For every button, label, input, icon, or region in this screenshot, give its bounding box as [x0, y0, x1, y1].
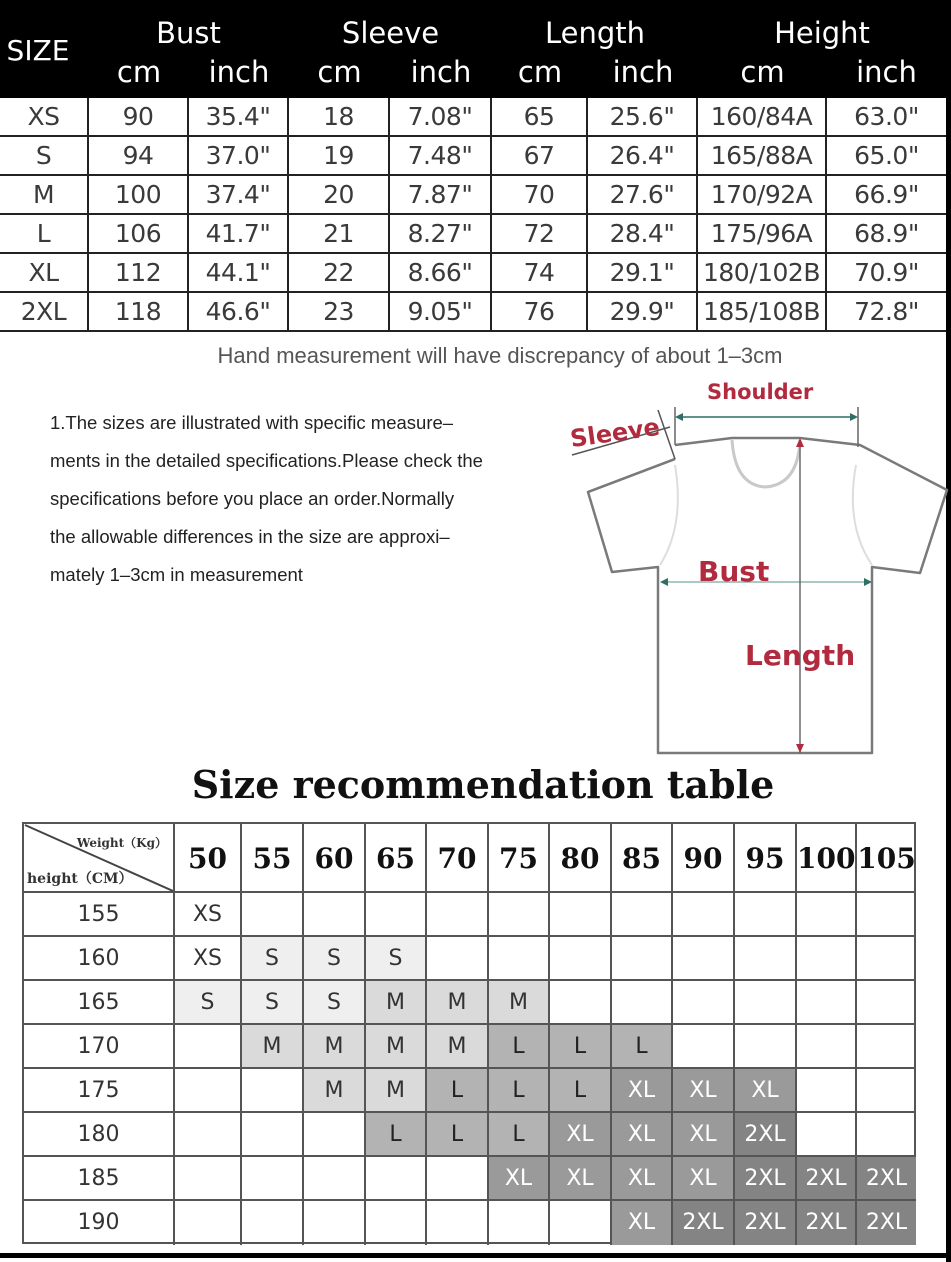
spec-value-cell: 175/96A: [698, 215, 827, 252]
empty-cell: [427, 893, 489, 937]
size-recommendation-cell: M: [489, 981, 550, 1025]
size-recommendation-cell: XL: [612, 1069, 673, 1113]
empty-cell: [857, 1069, 916, 1113]
height-row-header: 180: [24, 1113, 175, 1157]
empty-cell: [797, 1025, 857, 1069]
empty-cell: [550, 893, 612, 937]
spec-value-cell: 46.6": [189, 293, 289, 330]
size-recommendation-cell: XL: [735, 1069, 797, 1113]
size-recommendation-cell: L: [550, 1069, 612, 1113]
weight-axis-label: Weight（Kg）: [76, 836, 167, 850]
sleeve-cm-header: cm: [317, 55, 362, 89]
weight-header-cell: 70: [427, 824, 489, 893]
recommendation-title: Size recommendation table: [191, 762, 775, 807]
empty-cell: [489, 893, 550, 937]
size-recommendation-cell: 2XL: [857, 1201, 916, 1245]
size-recommendation-cell: 2XL: [735, 1113, 797, 1157]
spec-value-cell: 18: [289, 98, 390, 135]
spec-value-cell: 106: [89, 215, 189, 252]
empty-cell: [735, 893, 797, 937]
spec-value-cell: 7.08": [390, 98, 492, 135]
spec-value-cell: 90: [89, 98, 189, 135]
size-recommendation-table: [22, 822, 916, 1244]
size-recommendation-cell: 2XL: [735, 1157, 797, 1201]
empty-cell: [673, 893, 735, 937]
height-row-header: 165: [24, 981, 175, 1025]
size-recommendation-cell: S: [242, 937, 304, 981]
spec-value-cell: 63.0": [854, 102, 919, 131]
size-recommendation-cell: XL: [612, 1157, 673, 1201]
empty-cell: [550, 981, 612, 1025]
empty-cell: [489, 1201, 550, 1245]
height-axis-label: height（CM）: [27, 871, 133, 887]
spec-value-cell: 66.9": [854, 180, 919, 209]
empty-cell: [797, 893, 857, 937]
empty-cell: [612, 937, 673, 981]
shoulder-label: Shoulder: [707, 380, 814, 404]
spec-value-cell: 70.9": [854, 258, 919, 287]
size-recommendation-cell: XL: [550, 1113, 612, 1157]
spec-row: [0, 176, 946, 215]
spec-value-cell: 76: [492, 293, 588, 330]
bust-label: Bust: [698, 555, 770, 588]
size-recommendation-cell: M: [366, 1025, 427, 1069]
weight-header-cell: 105: [857, 824, 916, 893]
size-recommendation-cell: S: [175, 981, 242, 1025]
size-recommendation-cell: XS: [175, 893, 242, 937]
height-header: Height: [774, 16, 870, 50]
spec-value-cell: 70: [492, 176, 588, 213]
empty-cell: [304, 893, 366, 937]
empty-cell: [612, 893, 673, 937]
spec-value-cell: 25.6": [588, 98, 698, 135]
empty-cell: [304, 1201, 366, 1245]
empty-cell: [673, 1025, 735, 1069]
empty-cell: [175, 1157, 242, 1201]
spec-value-cell: 180/102B: [698, 254, 827, 291]
size-recommendation-cell: 2XL: [673, 1201, 735, 1245]
size-recommendation-cell: S: [304, 981, 366, 1025]
weight-header-cell: 80: [550, 824, 612, 893]
size-recommendation-cell: M: [242, 1025, 304, 1069]
spec-value-cell: 20: [289, 176, 390, 213]
weight-header-cell: 75: [489, 824, 550, 893]
empty-cell: [857, 893, 916, 937]
size-recommendation-cell: M: [427, 981, 489, 1025]
weight-header-cell: 95: [735, 824, 797, 893]
empty-cell: [550, 1201, 612, 1245]
empty-cell: [857, 981, 916, 1025]
size-recommendation-cell: L: [489, 1025, 550, 1069]
empty-cell: [857, 1025, 916, 1069]
empty-cell: [797, 1113, 857, 1157]
spec-value-cell: 28.4": [588, 215, 698, 252]
height-row-header: 185: [24, 1157, 175, 1201]
corner-header-cell: [24, 824, 175, 893]
spec-value-cell: 100: [89, 176, 189, 213]
size-recommendation-cell: M: [366, 981, 427, 1025]
size-recommendation-cell: M: [427, 1025, 489, 1069]
size-description: [50, 404, 570, 594]
length-label: Length: [745, 639, 856, 672]
empty-cell: [797, 981, 857, 1025]
empty-cell: [175, 1069, 242, 1113]
bust-header: Bust: [156, 16, 221, 50]
size-cell: S: [0, 137, 89, 174]
empty-cell: [175, 1113, 242, 1157]
spec-value-cell: 44.1": [189, 254, 289, 291]
empty-cell: [427, 1201, 489, 1245]
spec-value-cell: 185/108B: [698, 293, 827, 330]
empty-cell: [673, 981, 735, 1025]
length-cm-header: cm: [517, 55, 563, 89]
size-cell: XS: [0, 98, 89, 135]
weight-header-cell: 55: [242, 824, 304, 893]
size-recommendation-cell: M: [366, 1069, 427, 1113]
size-cell: XL: [0, 254, 89, 291]
size-recommendation-cell: S: [304, 937, 366, 981]
description-line: the allowable differences in the size are approxi–: [50, 526, 450, 547]
spec-value-cell: 19: [289, 137, 390, 174]
empty-cell: [242, 1201, 304, 1245]
spec-value-cell: 29.9": [588, 293, 698, 330]
size-spec-header: [0, 0, 946, 98]
empty-cell: [612, 981, 673, 1025]
empty-cell: [857, 937, 916, 981]
size-recommendation-cell: L: [612, 1025, 673, 1069]
weight-header-cell: 100: [797, 824, 857, 893]
size-recommendation-cell: L: [550, 1025, 612, 1069]
spec-value-cell: 9.05": [390, 293, 492, 330]
size-recommendation-cell: XL: [612, 1113, 673, 1157]
spec-value-cell: 7.48": [390, 137, 492, 174]
size-cell: M: [0, 176, 89, 213]
spec-row: [0, 137, 946, 176]
description-line: ments in the detailed specifications.Please check the: [50, 450, 483, 471]
spec-row: [0, 98, 946, 137]
weight-header-cell: 50: [175, 824, 242, 893]
empty-cell: [366, 1157, 427, 1201]
spec-value-cell: 118: [89, 293, 189, 330]
empty-cell: [175, 1025, 242, 1069]
size-recommendation-cell: 2XL: [857, 1157, 916, 1201]
size-recommendation-cell: XL: [550, 1157, 612, 1201]
tshirt-measurement-diagram: [560, 375, 951, 765]
empty-cell: [304, 1157, 366, 1201]
size-header: SIZE: [6, 34, 70, 67]
empty-cell: [304, 1113, 366, 1157]
bust-cm-header: cm: [116, 55, 162, 89]
description-line: 1.The sizes are illustrated with specific measure–: [50, 412, 454, 433]
empty-cell: [366, 1201, 427, 1245]
spec-value-cell: 37.0": [189, 137, 289, 174]
empty-cell: [242, 1113, 304, 1157]
bust-inch-header: inch: [208, 55, 270, 89]
empty-cell: [673, 937, 735, 981]
empty-cell: [242, 1069, 304, 1113]
empty-cell: [427, 1157, 489, 1201]
empty-cell: [366, 893, 427, 937]
spec-value-cell: 65.0": [854, 141, 919, 170]
size-recommendation-cell: 2XL: [797, 1201, 857, 1245]
size-recommendation-cell: XL: [673, 1069, 735, 1113]
spec-value-cell: 27.6": [588, 176, 698, 213]
spec-row: [0, 215, 946, 254]
empty-cell: [242, 1157, 304, 1201]
spec-value-cell: 29.1": [588, 254, 698, 291]
spec-value-cell: 112: [89, 254, 189, 291]
spec-row: [0, 254, 946, 293]
empty-cell: [735, 937, 797, 981]
spec-value-cell: 68.9": [854, 219, 919, 248]
spec-value-cell: 160/84A: [698, 98, 827, 135]
weight-header-cell: 65: [366, 824, 427, 893]
spec-value-cell: 165/88A: [698, 137, 827, 174]
empty-cell: [797, 937, 857, 981]
description-line: specifications before you place an order.Normally: [50, 488, 455, 509]
spec-value-cell: 72: [492, 215, 588, 252]
size-cell: 2XL: [0, 293, 89, 330]
spec-value-cell: 74: [492, 254, 588, 291]
spec-value-cell: 8.66": [390, 254, 492, 291]
size-recommendation-cell: XL: [612, 1201, 673, 1245]
spec-value-cell: 41.7": [189, 215, 289, 252]
spec-value-cell: 37.4": [189, 176, 289, 213]
spec-value-cell: 170/92A: [698, 176, 827, 213]
empty-cell: [242, 893, 304, 937]
empty-cell: [857, 1113, 916, 1157]
size-recommendation-cell: L: [427, 1113, 489, 1157]
size-recommendation-cell: S: [366, 937, 427, 981]
length-header: Length: [544, 16, 646, 50]
spec-value-cell: 67: [492, 137, 588, 174]
size-recommendation-cell: 2XL: [735, 1201, 797, 1245]
height-row-header: 170: [24, 1025, 175, 1069]
size-recommendation-cell: XL: [673, 1157, 735, 1201]
size-recommendation-cell: XL: [673, 1113, 735, 1157]
spec-value-cell: 72.8": [854, 297, 919, 326]
description-line: mately 1–3cm in measurement: [50, 564, 303, 585]
weight-header-cell: 85: [612, 824, 673, 893]
spec-value-cell: 65: [492, 98, 588, 135]
sleeve-inch-header: inch: [410, 55, 472, 89]
spec-value-cell: 7.87": [390, 176, 492, 213]
empty-cell: [427, 937, 489, 981]
height-inch-header: inch: [856, 55, 917, 89]
height-row-header: 190: [24, 1201, 175, 1245]
size-recommendation-cell: L: [489, 1069, 550, 1113]
size-recommendation-cell: XL: [489, 1157, 550, 1201]
spec-value-cell: 22: [289, 254, 390, 291]
empty-cell: [175, 1201, 242, 1245]
size-recommendation-cell: L: [366, 1113, 427, 1157]
measurement-note: Hand measurement will have discrepancy of about 1–3cm: [217, 343, 783, 368]
size-recommendation-cell: L: [427, 1069, 489, 1113]
height-row-header: 175: [24, 1069, 175, 1113]
height-row-header: 160: [24, 937, 175, 981]
size-recommendation-cell: M: [304, 1069, 366, 1113]
empty-cell: [735, 981, 797, 1025]
sleeve-header: Sleeve: [341, 16, 440, 50]
size-recommendation-cell: L: [489, 1113, 550, 1157]
spec-value-cell: 35.4": [189, 98, 289, 135]
spec-value-cell: 23: [289, 293, 390, 330]
frame-border-bottom: [0, 1253, 951, 1258]
size-recommendation-cell: M: [304, 1025, 366, 1069]
size-recommendation-cell: S: [242, 981, 304, 1025]
size-recommendation-cell: 2XL: [797, 1157, 857, 1201]
weight-header-cell: 60: [304, 824, 366, 893]
spec-value-cell: 94: [89, 137, 189, 174]
size-cell: L: [0, 215, 89, 252]
length-inch-header: inch: [612, 55, 674, 89]
height-cm-header: cm: [740, 55, 785, 89]
empty-cell: [489, 937, 550, 981]
spec-row: [0, 293, 946, 332]
height-row-header: 155: [24, 893, 175, 937]
empty-cell: [550, 937, 612, 981]
size-recommendation-cell: XS: [175, 937, 242, 981]
spec-value-cell: 26.4": [588, 137, 698, 174]
spec-value-cell: 8.27": [390, 215, 492, 252]
empty-cell: [735, 1025, 797, 1069]
sleeve-label: Sleeve: [568, 412, 662, 454]
weight-header-cell: 90: [673, 824, 735, 893]
spec-value-cell: 21: [289, 215, 390, 252]
empty-cell: [797, 1069, 857, 1113]
